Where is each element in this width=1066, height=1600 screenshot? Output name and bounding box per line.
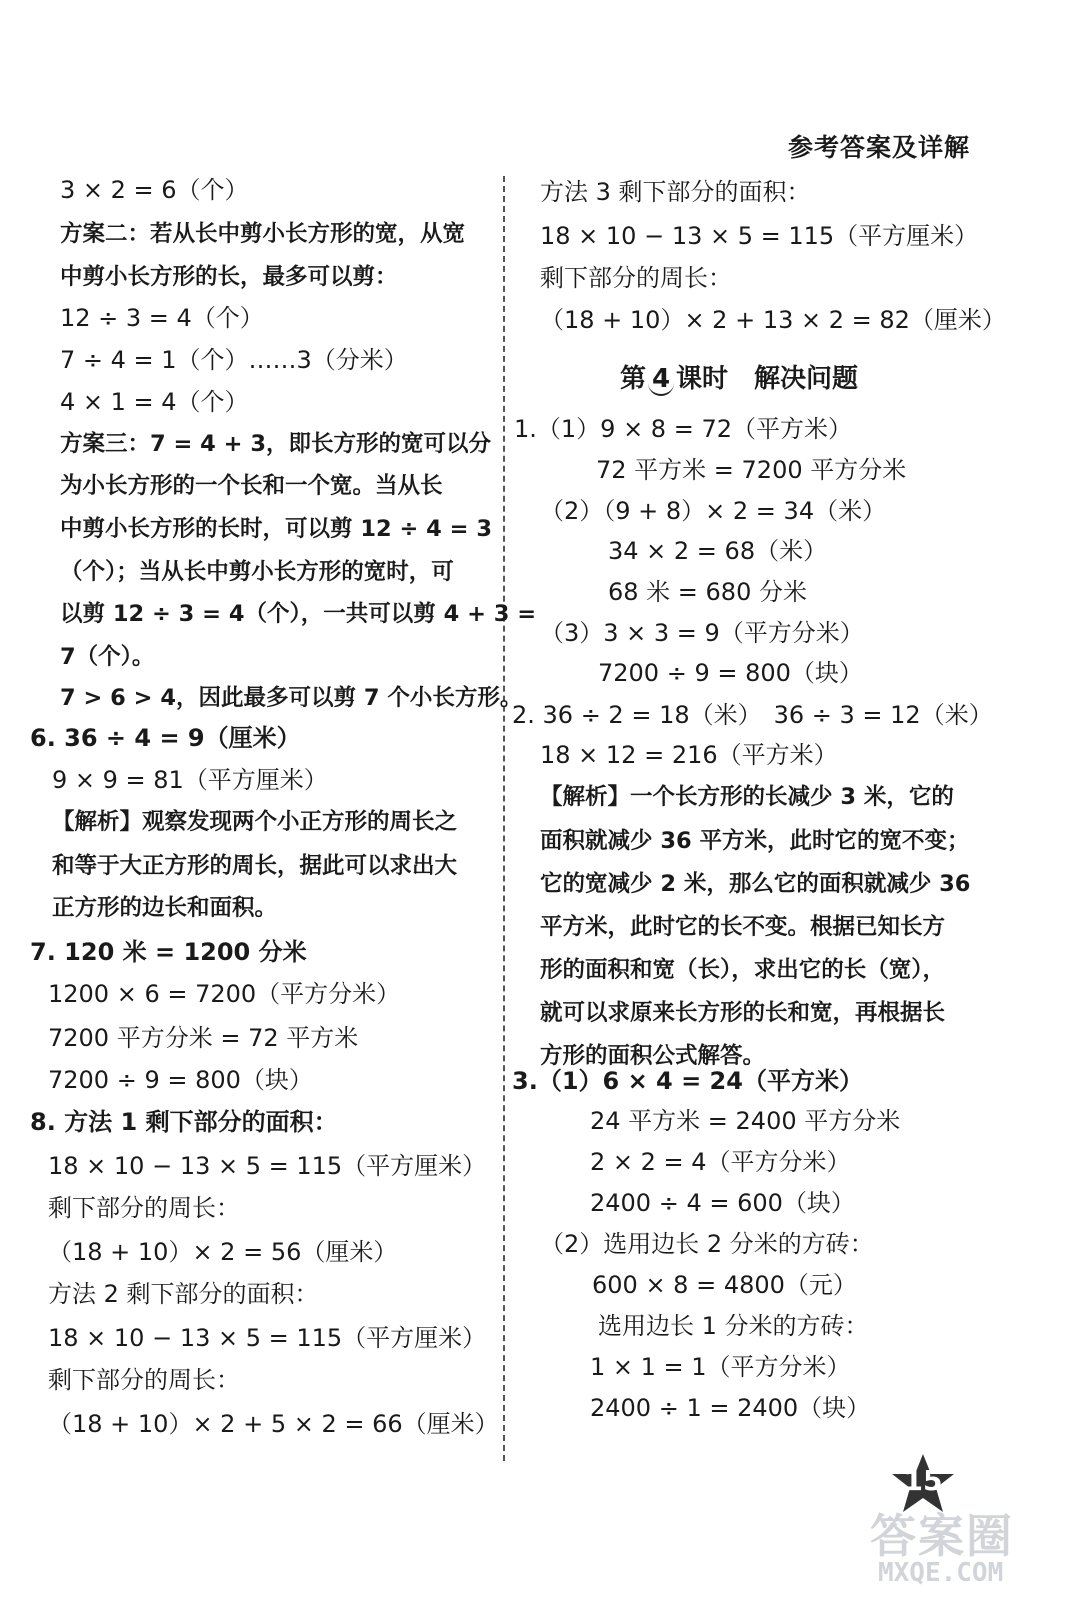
lesson-number: 4 bbox=[648, 364, 674, 396]
analysis-line: 它的宽减少 2 米，那么它的面积就减少 36 bbox=[540, 871, 971, 897]
text-line: 方案二：若从长中剪小长方形的宽，从宽 bbox=[60, 221, 466, 247]
text-line: 68 米 = 680 分米 bbox=[608, 578, 807, 606]
lesson-prefix: 第 bbox=[620, 364, 647, 394]
lesson-title bbox=[620, 358, 858, 396]
text-line: 中剪小长方形的长，最多可以剪： bbox=[60, 264, 398, 290]
question-2: 2. 36 ÷ 2 = 18（米） 36 ÷ 3 = 12（米） bbox=[512, 701, 993, 729]
analysis-line: 方形的面积公式解答。 bbox=[540, 1043, 766, 1069]
watermark-url: MXQE.COM bbox=[878, 1558, 1004, 1588]
analysis-line: 正方形的边长和面积。 bbox=[52, 895, 278, 921]
page-number: 15 bbox=[903, 1464, 943, 1497]
text-line: 2400 ÷ 1 = 2400（块） bbox=[590, 1394, 871, 1422]
column-divider bbox=[503, 176, 505, 1461]
watermark-logo: 答案圈 bbox=[870, 1509, 1014, 1563]
text-line: （个）；当从长中剪小长方形的宽时，可 bbox=[60, 559, 454, 585]
question-7: 7. 120 米 = 1200 分米 bbox=[30, 938, 307, 966]
question-6: 6. 36 ÷ 4 = 9（厘米） bbox=[30, 724, 301, 752]
watermark bbox=[870, 1500, 1060, 1596]
text-line: 方法 2 剩下部分的面积： bbox=[48, 1280, 319, 1308]
text-line: 18 × 10 − 13 × 5 = 115（平方厘米） bbox=[48, 1324, 487, 1352]
question-3: 3.（1）6 × 4 = 24（平方米） bbox=[512, 1067, 863, 1095]
text-line: 7200 平方分米 = 72 平方米 bbox=[48, 1024, 359, 1052]
text-line: 中剪小长方形的长时，可以剪 12 ÷ 4 = 3 bbox=[60, 516, 492, 542]
question-8: 8. 方法 1 剩下部分的面积： bbox=[30, 1108, 338, 1136]
text-line: 1 × 1 = 1（平方分米） bbox=[590, 1353, 851, 1381]
text-line: 2 × 2 = 4（平方分米） bbox=[590, 1148, 851, 1176]
text-line: （2）选用边长 2 分米的方砖： bbox=[540, 1230, 874, 1258]
text-line: 剩下部分的周长： bbox=[48, 1366, 240, 1394]
text-line: 18 × 12 = 216（平方米） bbox=[540, 741, 838, 769]
text-line: 18 × 10 − 13 × 5 = 115（平方厘米） bbox=[540, 222, 979, 250]
text-line: 18 × 10 − 13 × 5 = 115（平方厘米） bbox=[48, 1152, 487, 1180]
text-line: （2）（9 + 8）× 2 = 34（米） bbox=[540, 497, 887, 525]
text-line: 3 × 2 = 6（个） bbox=[60, 176, 249, 204]
text-line: 剩下部分的周长： bbox=[540, 264, 732, 292]
text-line: 7 > 6 > 4，因此最多可以剪 7 个小长方形。 bbox=[60, 685, 523, 711]
text-line: 12 ÷ 3 = 4（个） bbox=[60, 304, 264, 332]
analysis-line: 【解析】一个长方形的长减少 3 米，它的 bbox=[540, 784, 954, 810]
text-line: 7200 ÷ 9 = 800（块） bbox=[598, 659, 863, 687]
analysis-line: 和等于大正方形的周长，据此可以求出大 bbox=[52, 853, 458, 879]
analysis-line: 【解析】观察发现两个小正方形的周长之 bbox=[52, 809, 458, 835]
text-line: 以剪 12 ÷ 3 = 4（个），一共可以剪 4 + 3 = bbox=[60, 601, 537, 627]
text-line: 方法 3 剩下部分的面积： bbox=[540, 178, 811, 206]
analysis-line: 形的面积和宽（长），求出它的长（宽）， bbox=[540, 957, 946, 983]
text-line: 为小长方形的一个长和一个宽。当从长 bbox=[60, 473, 443, 499]
text-line: 600 × 8 = 4800（元） bbox=[592, 1271, 857, 1299]
text-line: 7 ÷ 4 = 1（个）……3（分米） bbox=[60, 346, 408, 374]
text-line: （18 + 10）× 2 + 5 × 2 = 66（厘米） bbox=[48, 1410, 499, 1438]
text-line: （18 + 10）× 2 + 13 × 2 = 82（厘米） bbox=[540, 306, 1006, 334]
text-line: （18 + 10）× 2 = 56（厘米） bbox=[48, 1238, 398, 1266]
text-line: （3）3 × 3 = 9（平方分米） bbox=[540, 619, 864, 647]
text-line: 72 平方米 = 7200 平方分米 bbox=[596, 456, 907, 484]
header-title: 参考答案及详解 bbox=[787, 133, 970, 162]
text-line: 方案三：7 = 4 + 3，即长方形的宽可以分 bbox=[60, 431, 492, 457]
question-1: 1.（1）9 × 8 = 72（平方米） bbox=[514, 415, 852, 443]
text-line: 24 平方米 = 2400 平方分米 bbox=[590, 1107, 901, 1135]
text-line: 4 × 1 = 4（个） bbox=[60, 388, 249, 416]
analysis-line: 面积就减少 36 平方米，此时它的宽不变； bbox=[540, 828, 970, 854]
lesson-suffix: 课时 解决问题 bbox=[676, 364, 859, 394]
text-line: 7（个）。 bbox=[60, 644, 155, 670]
text-line: 剩下部分的周长： bbox=[48, 1194, 240, 1222]
text-line: 9 × 9 = 81（平方厘米） bbox=[52, 766, 328, 794]
text-line: 2400 ÷ 4 = 600（块） bbox=[590, 1189, 855, 1217]
text-line: 7200 ÷ 9 = 800（块） bbox=[48, 1066, 313, 1094]
text-line: 34 × 2 = 68（米） bbox=[608, 537, 828, 565]
text-line: 选用边长 1 分米的方砖： bbox=[598, 1312, 869, 1340]
analysis-line: 平方米，此时它的长不变。根据已知长方 bbox=[540, 914, 946, 940]
analysis-line: 就可以求原来长方形的长和宽，再根据长 bbox=[540, 1000, 946, 1026]
text-line: 1200 × 6 = 7200（平方分米） bbox=[48, 980, 401, 1008]
